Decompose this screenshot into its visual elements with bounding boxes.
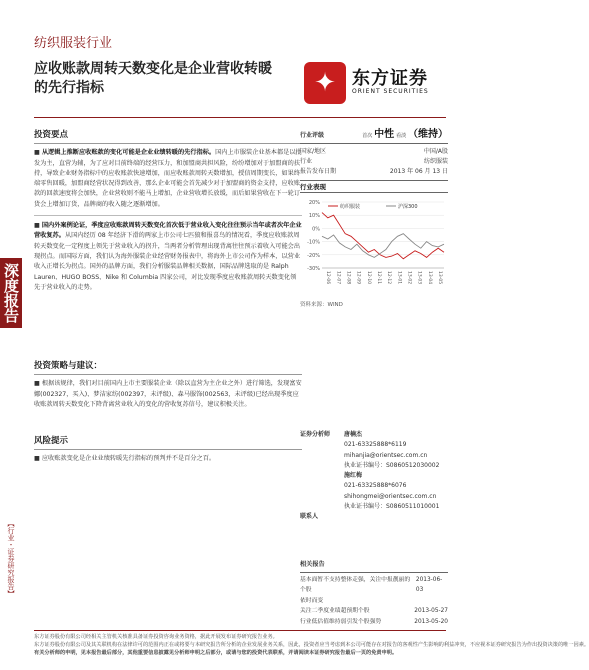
x-tick-label: 12-10	[365, 271, 371, 285]
analyst-cert: 执业证书编号：S0860511010001	[344, 503, 440, 511]
series-line-2	[322, 234, 444, 258]
x-tick-label: 13-02	[406, 271, 412, 285]
analyst-label: 证券分析师	[300, 431, 331, 438]
chart-source: 资料来源：WIND	[300, 302, 343, 308]
title-line-2: 的先行指标	[34, 80, 104, 96]
report-item[interactable]: 基本面暂不支持整体走强，关注中报靓丽的个股 2013-06-03	[300, 576, 443, 594]
risk-heading: 风险提示	[34, 436, 69, 446]
x-tick-label: 13-03	[416, 271, 422, 285]
y-tick-label: 10%	[308, 213, 320, 220]
investment-points	[34, 130, 302, 293]
analyst-phone: 021-63325888*6076	[344, 482, 407, 490]
y-tick-label: -30%	[307, 266, 320, 272]
y-tick-label: 20%	[308, 200, 320, 206]
analyst-email[interactable]: shihongmei@orientsec.com.cn	[344, 492, 437, 500]
brand-logo-icon: ✦	[304, 62, 346, 104]
disclaimer-line: 东方证券股份有限公司及其关联机构在法律许可的范围内正在或将要与本研究报告所分析的企业发展业务关系，因此，投资者应当考虑到本公司可能存在对报告的客观性产生影响的利益冲突，不应视本证券研究报告为作出投资决策的唯一因素。	[34, 642, 589, 648]
chart-title: 行业表现	[300, 183, 326, 191]
investment-points-heading: 投资要点	[34, 130, 69, 140]
legend-label: 纺织服装	[340, 204, 361, 210]
info-row: 行业 纺织服装	[300, 158, 448, 165]
brand-name-en: ORIENT SECURITIES	[352, 88, 429, 95]
strategy-body: 根据该规律，我们对目前国内上市主要服装企业（除以直营为主企业之外）进行筛选，发现富安娜(002327，买入)、梦洁家纺(002397，未评级)、森马服饰(002563，未评级)已经出现季度应收账款周转天数变化下降背离营业收入的变化的营收复苏信号，建议积极关注。	[34, 380, 302, 408]
rating-value: 中性	[374, 129, 395, 140]
rating-label: 行业评级	[300, 132, 325, 139]
risk-text: ■ 应收账款变化是企业业绩转暖先行指标的预判并不是百分之百。	[34, 455, 216, 463]
risk-body: 应收账款变化是企业业绩转暖先行指标的预判并不是百分之百。	[41, 455, 216, 463]
report-item[interactable]: 依时而变	[300, 597, 324, 604]
report-item[interactable]: 关注二季度业绩超预期个股 2013-05-27	[300, 608, 448, 615]
analyst-name: 唐楠杰	[344, 431, 363, 438]
strategy-text: ■ 根据该规律，我们对目前国内上市主要服装企业（除以直营为主企业之外）进行筛选，发现富安娜(002327，买入)、梦洁家纺(002397，未评级)、森马服饰(002563，未评级)已经出现季度应收账款周转天数变化下降背离营业收入的变化的营收复苏信号，建议积极关注。	[34, 380, 302, 408]
report-title	[34, 60, 319, 98]
footer-divider	[34, 630, 446, 631]
brand-name: 东方证券	[352, 68, 428, 89]
rating-note: （维持）	[408, 129, 448, 140]
point-2: ■ 国内外案例论证，季度应收账款周转天数变化首次低于营业收入变化往往预示当年或者次年企业营收复苏。从国内经历 08 年经济下滑的两家上市公司七匹狼和报喜鸟的情况看，季度应收账款周转天数变化一定程度上领先于营业收入的拐升，当两者分析管理出现背离往往预示着收入可能会出现拐点。而国际方面，我们认为海外服装企业经营财务报表中，将海外上市公司作为样本，以营业收入正增长为拐点。国外的品牌方面，我们分析服装品牌相关数据，国际品牌选取的是 Ralph Lauren、HUGO BOSS、Nike 和 Columbia 四家公司，对比发现季度应收账款周转天数变化领先于营业收入的走势。	[34, 222, 302, 291]
performance-chart	[300, 196, 448, 288]
rating-divider	[300, 143, 448, 144]
contact-label: 联系人	[300, 513, 319, 521]
strategy-heading: 投资策略与建议：	[34, 361, 103, 371]
x-tick-label: 13-01	[396, 271, 402, 285]
info-divider	[300, 180, 448, 181]
industry-label: 纺织服装行业	[34, 36, 113, 51]
chart-svg	[300, 196, 448, 288]
risk-section	[34, 436, 302, 465]
rating-panel: 行业评级 首次 中性 看淡 （维持） 国家/地区 中国/A股 行业 纺织服装 报告发布日期 2013 年 06 月 13 日	[300, 130, 448, 181]
x-tick-label: 13-04	[426, 271, 432, 285]
report-item[interactable]: 行业低估值维持弱引发个股强势 2013-05-20	[300, 618, 448, 625]
section-divider	[34, 374, 302, 375]
rating-sub: 首次	[362, 133, 373, 139]
point-1-lead: 从逻辑上推断应收账款的变化可能是企业业绩转暖的先行指标。	[41, 149, 216, 157]
x-tick-label: 12-06	[325, 271, 331, 285]
point-2-body: 从国内经历 08 年经济下滑的两家上市公司七匹狼和报喜鸟的情况看，季度应收账款周转天数变化一定程度上领先于营业收入的拐升，当两者分析管理出现背离往往预示着收入可能会出现拐点。而国际方面，我们认为海外服装企业经营财务报表中，将海外上市公司作为样本，以营业收入正增长为拐点。国外的品牌方面，我们分析服装品牌相关数据，国际品牌选取的是 Ralph Lauren、HUGO BOSS、Nike 和 Columbia 四家公司，对比发现季度应收账款周转天数变化领先于营业收入的走势。	[34, 232, 301, 291]
disclaimer	[34, 633, 589, 657]
x-tick-label: 12-12	[386, 271, 392, 285]
info-row: 报告发布日期 2013 年 06 月 13 日	[300, 168, 448, 175]
analyst-phone: 021-63325888*6119	[344, 441, 407, 449]
legend-label: 沪深300	[398, 204, 418, 210]
section-divider	[34, 143, 302, 144]
x-tick-label: 12-09	[355, 271, 361, 285]
y-tick-label: -20%	[307, 252, 320, 259]
related-reports-heading: 相关报告	[300, 561, 325, 568]
title-line-1: 应收账款周转天数变化是企业营收转暖	[34, 61, 272, 77]
strategy-section	[34, 361, 302, 410]
point-divider	[34, 215, 302, 216]
x-tick-label: 12-11	[375, 271, 381, 285]
analyst-name: 施红梅	[344, 472, 363, 480]
reports-divider	[300, 572, 448, 573]
x-tick-label: 13-05	[436, 271, 442, 285]
point-1-body: 国内上市服装企业基本都是以批发为主，直营为辅，为了应对目前终端的经营压力，和加盟商共担风险，纷纷增加对于加盟商的扶持，导致企业财务指标中的应收账款快速增加，而应收账款周转天数增加，授信周期变长，如果终端零售回暖，加盟商经营状况得到改善，那么企业可能会首先减少对于加盟商的资金支持，应收账款的回款速度将会加快，企业营收则不能马上增加，企业营收增长放缓，而后如果营收在下一轮订货会上增加订货，品牌商的收入随之逐渐增加。	[34, 149, 302, 208]
header-divider	[34, 117, 446, 118]
section-divider	[34, 449, 302, 450]
analyst-cert: 执业证书编号：S0860512030002	[344, 461, 440, 469]
x-tick-label: 12-07	[335, 271, 341, 285]
y-tick-label: 0%	[312, 226, 320, 233]
chart-divider	[300, 192, 448, 193]
disclaimer-line: 有关分析师的申明，见本报告最后部分，其他重要信息披露见分析师申明之后部分，或请与您的投资代表联系，并请阅读本证券研究报告最后一页的免责申明。	[34, 650, 398, 656]
info-row: 国家/地区 中国/A股	[300, 148, 448, 155]
x-tick-label: 12-08	[345, 271, 351, 285]
disclaimer-line: 东方证券股份有限公司经相关主管机关核准具备证券投资咨询业务资格，据此开展发布证券研究报告业务。	[34, 634, 278, 640]
point-2-lead: 国内外案例论证，季度应收账款周转天数变化首次低于营业收入变化往往预示当年或者次年企业营收复苏。	[34, 222, 302, 240]
side-footer-label: 【行业・证券研究报告】	[7, 520, 15, 597]
analyst-email[interactable]: mihanjia@orientsec.com.cn	[344, 451, 428, 459]
related-reports	[300, 560, 448, 628]
side-tab-report-type: 深度报告	[0, 258, 22, 328]
analyst-panel	[300, 430, 448, 523]
point-1: ■ 从逻辑上推断应收账款的变化可能是企业业绩转暖的先行指标。国内上市服装企业基本都是以批发为主，直营为辅，为了应对目前终端的经营压力，和加盟商共担风险，纷纷增加对于加盟商的扶持，导致企业财务指标中的应收账款快速增加，而应收账款周转天数增加，授信周期变长，如果终端零售回暖，加盟商经营状况得到改善，那么企业可能会首先减少对于加盟商的资金支持，应收账款的回款速度将会加快，企业营收则不能马上增加，企业营收增长放缓，而后如果营收在下一轮订货会上增加订货，品牌商的收入随之逐渐增加。	[34, 149, 302, 208]
y-tick-label: -10%	[307, 239, 320, 246]
